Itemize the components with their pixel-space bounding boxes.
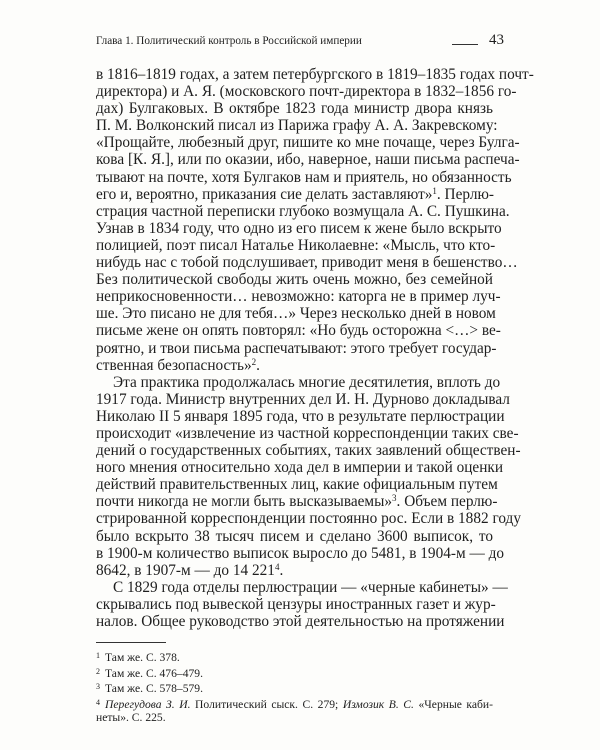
line-text: неприкосновенности… невозможно: каторга не в пример луч- (96, 288, 501, 306)
footnote-author: Перегудова З. И. (105, 697, 191, 711)
footnote-number: 3 (96, 682, 100, 691)
footnote-text: «Черные каби- (413, 697, 493, 711)
line-text: нибудь нас с тобой подслушивает, приводит меня в бешенство… (96, 254, 518, 272)
footnote-number: 2 (96, 666, 100, 676)
footnotes (96, 648, 493, 726)
footnote-4 (96, 695, 493, 711)
line-text: Без политической свободы жить очень можно, без семейной (96, 271, 493, 289)
footnote-number: 4 (96, 697, 100, 707)
text-line (96, 83, 517, 101)
footnote-ref: 1 (432, 185, 437, 196)
text-line (96, 322, 501, 340)
line-text: тывают на почте, хотя Булгаков нам и приятель, но обязанность (96, 168, 512, 186)
footnote-text: Там же. С. 476–479. (105, 666, 203, 680)
text-line (96, 510, 521, 528)
text-line (96, 578, 508, 596)
text-line (96, 407, 505, 425)
footnote-ref: 3 (392, 493, 397, 504)
line-text: 8642, в 1907-м — до 14 221 (96, 561, 275, 579)
text-line (96, 339, 497, 357)
line-text: Николаю II 5 января 1895 года, что в результате перлюстрации (96, 407, 505, 425)
text-line (96, 134, 520, 152)
text-line (96, 117, 498, 135)
page-number: 43 (489, 32, 504, 48)
footnote-separator (96, 642, 166, 643)
text-line (96, 186, 493, 203)
text-line (96, 390, 510, 408)
line-text: ственная безопасность» (96, 356, 252, 374)
text-line (96, 357, 493, 374)
text-line (96, 595, 496, 613)
text-line (96, 476, 498, 494)
line-text: стрированной корреспонденции постоянно рос. Если в 1882 году (96, 510, 521, 528)
footnote-text: неты». С. 225. (96, 711, 166, 724)
text-line (96, 236, 496, 254)
line-text: в 1900-м количество выписок выросло до 5481, в 1904-м — до (96, 544, 505, 562)
line-text: полицией, поэт писал Наталье Николаевне: «Мысль, что кто- (96, 236, 496, 254)
line-text: в 1816–1819 годах, а затем петербургского в 1819–1835 годах почт- (96, 66, 534, 83)
text-line (96, 424, 519, 442)
running-title: Глава 1. Политический контроль в Российской империи (96, 35, 362, 47)
line-text: кова [К. Я.], или по оказии, ибо, наверное, наши письма распеча- (96, 151, 520, 169)
footnote-text: Там же. С. 378. (105, 651, 180, 664)
line-text: происходит «извлечение из частной корреспонденции таких све- (96, 424, 519, 442)
line-text: скрывались под вывеской цензуры иностранных газет и жур- (96, 595, 496, 613)
text-line (96, 271, 493, 288)
text-line (96, 254, 518, 272)
line-text: Эта практика продолжалась многие десятилетия, вплоть до (113, 373, 501, 391)
text-line (96, 100, 493, 117)
text-line (96, 168, 512, 186)
line-text-after: . Объем перлю- (396, 493, 498, 511)
footnote-ref: 2 (251, 356, 257, 367)
line-text: письме жене он опять повторял: «Но будь осторожна <…> ве- (96, 322, 501, 340)
footnote-ref: 4 (274, 561, 280, 572)
text-line (96, 442, 521, 460)
line-text: «Прощайте, любезный друг, пишите ко мне почаще, через Булга- (96, 134, 520, 152)
line-text: роятно, и твои письма распечатывают: этого требует государ- (96, 339, 497, 357)
text-line (96, 202, 510, 220)
line-text: страция частной переписки глубоко возмущала А. С. Пушкина. (96, 202, 510, 220)
text-line (96, 288, 501, 306)
body-text (96, 66, 534, 630)
line-text: ше. Это писано не для тебя…» Через несколько дней в новом (96, 305, 496, 323)
header-rule (452, 44, 478, 45)
footnote-3 (96, 679, 493, 695)
line-text: П. М. Волконский писал из Парижа графу А. А. Закревскому: (96, 117, 498, 135)
text-line (96, 544, 505, 562)
footnote-number: 1 (96, 651, 100, 660)
line-text: С 1829 года отделы перлюстрации — «черные кабинеты» — (113, 578, 508, 596)
line-text: директора) и А. Я. (московского почт-директора в 1832–1856 го- (96, 83, 517, 101)
footnote-text: Там же. С. 578–579. (105, 682, 203, 695)
text-line (96, 613, 505, 630)
text-line (96, 373, 501, 391)
line-text: 1917 года. Министр внутренних дел И. Н. Дурново докладывал (96, 390, 510, 408)
line-text: ного мнения относительно хода дел в империи и такой оценки (96, 459, 504, 477)
line-text: Узнав в 1834 году, что одно из его писем к жене было вскрыто (96, 219, 502, 237)
line-text: почти никогда не могли быть высказываемы» (96, 493, 393, 511)
line-text-after: . Перлю- (436, 185, 494, 203)
text-line (96, 459, 504, 477)
line-text: налов. Общее руководство этой деятельностью на протяжении (96, 613, 505, 630)
line-text: действий правительственных лиц, какие официальным путем (96, 476, 498, 494)
text-line (96, 66, 534, 83)
running-header (96, 33, 504, 51)
text-line (96, 562, 493, 579)
line-text-after: . (256, 356, 260, 374)
footnote-author: Измозик В. С. (342, 697, 414, 711)
text-line (96, 219, 502, 237)
footnote-2 (96, 664, 493, 680)
line-text-after: . (279, 561, 284, 579)
text-line (96, 493, 498, 511)
text-line (96, 528, 493, 545)
footnote-4-continuation (96, 710, 493, 726)
line-text: дах) Булгаковых. В октябре 1823 года министр двора князь (96, 100, 493, 118)
text-line (96, 305, 496, 323)
footnote-1 (96, 648, 493, 664)
line-text: дений о государственных событиях, таких заявлений обществен- (96, 442, 521, 460)
line-text: было вскрыто 38 тысяч писем и сделано 3600 выписок, то (96, 527, 493, 545)
line-text: его и, вероятно, приказания сие делать заставляют» (96, 185, 433, 203)
text-line (96, 151, 520, 169)
footnote-text: Политический сыск. С. 279; (190, 697, 343, 711)
